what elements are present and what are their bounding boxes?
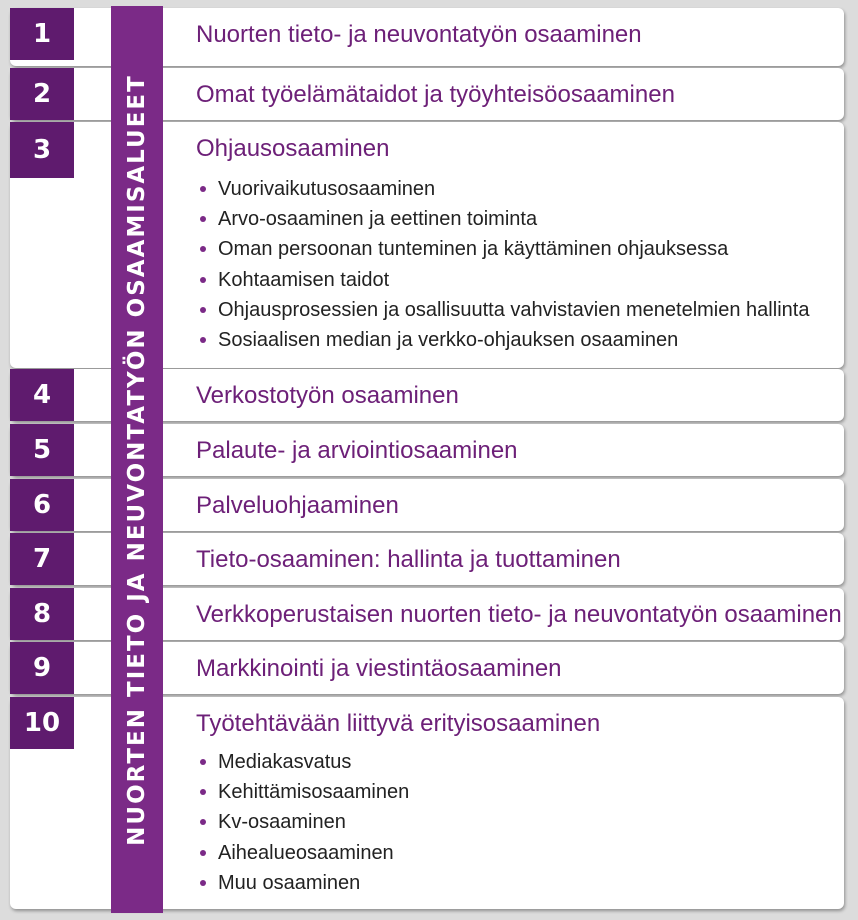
area-title-10: Työtehtävään liittyvä erityisosaaminen — [196, 710, 601, 737]
bullet-icon — [200, 307, 206, 313]
subitem-text: Ohjausprosessien ja osallisuutta vahvistavien menetelmien hallinta — [218, 298, 810, 321]
subitem-text: Kv-osaaminen — [218, 811, 346, 834]
subitem-text: Sosiaalisen median ja verkko-ohjauksen osaaminen — [218, 328, 679, 351]
area-number-7: 7 — [10, 533, 74, 585]
area-number-10: 10 — [10, 697, 74, 749]
subitem — [218, 868, 409, 898]
subitem — [218, 204, 809, 234]
area-10-subitems — [218, 747, 409, 898]
area-title-7: Tieto-osaaminen: hallinta ja tuottaminen — [196, 546, 621, 573]
subitem — [218, 807, 409, 837]
bullet-icon — [200, 789, 206, 795]
subitem — [218, 174, 809, 204]
area-number-1: 1 — [10, 8, 74, 60]
subitem-text: Arvo-osaaminen ja eettinen toiminta — [218, 208, 538, 231]
bullet-icon — [200, 216, 206, 222]
subitem — [218, 747, 409, 777]
bullet-icon — [200, 850, 206, 856]
area-number-9: 9 — [10, 642, 74, 694]
subitem — [218, 325, 809, 355]
area-number-2: 2 — [10, 68, 74, 120]
subitem-text: Kohtaamisen taidot — [218, 268, 390, 291]
subitem-text: Aihealueosaaminen — [218, 841, 394, 864]
subitem — [218, 838, 409, 868]
area-number-8: 8 — [10, 588, 74, 640]
area-title-8: Verkkoperustaisen nuorten tieto- ja neuvontatyön osaaminen — [196, 601, 842, 628]
subitem — [218, 234, 809, 264]
area-number-3: 3 — [10, 122, 74, 178]
bullet-icon — [200, 337, 206, 343]
area-number-6: 6 — [10, 479, 74, 531]
area-title-5: Palaute- ja arviointiosaaminen — [196, 437, 518, 464]
area-title-4: Verkostotyön osaaminen — [196, 382, 459, 409]
area-title-1: Nuorten tieto- ja neuvontatyön osaaminen — [196, 21, 642, 48]
area-number-5: 5 — [10, 424, 74, 476]
subitem-text: Muu osaaminen — [218, 871, 361, 894]
category-label: NUORTEN TIETO JA NEUVONTATYÖN OSAAMISALUEET — [124, 74, 150, 846]
subitem — [218, 265, 809, 295]
area-title-9: Markkinointi ja viestintäosaaminen — [196, 655, 562, 682]
bullet-icon — [200, 277, 206, 283]
subitem-text: Kehittämisosaaminen — [218, 781, 410, 804]
bullet-icon — [200, 246, 206, 252]
bullet-icon — [200, 759, 206, 765]
area-3-subitems — [218, 174, 809, 355]
bullet-icon — [200, 880, 206, 886]
subitem-text: Oman persoonan tunteminen ja käyttäminen ohjauksessa — [218, 238, 729, 261]
area-title-2: Omat työelämätaidot ja työyhteisöosaaminen — [196, 81, 675, 108]
area-title-6: Palveluohjaaminen — [196, 492, 399, 519]
area-number-4: 4 — [10, 369, 74, 421]
bullet-icon — [200, 819, 206, 825]
bullet-icon — [200, 186, 206, 192]
subitem — [218, 777, 409, 807]
area-title-3: Ohjausosaaminen — [196, 135, 390, 162]
subitem-text: Vuorivaikutusosaaminen — [218, 178, 436, 200]
subitem — [218, 295, 809, 325]
subitem-text: Mediakasvatus — [218, 751, 352, 773]
